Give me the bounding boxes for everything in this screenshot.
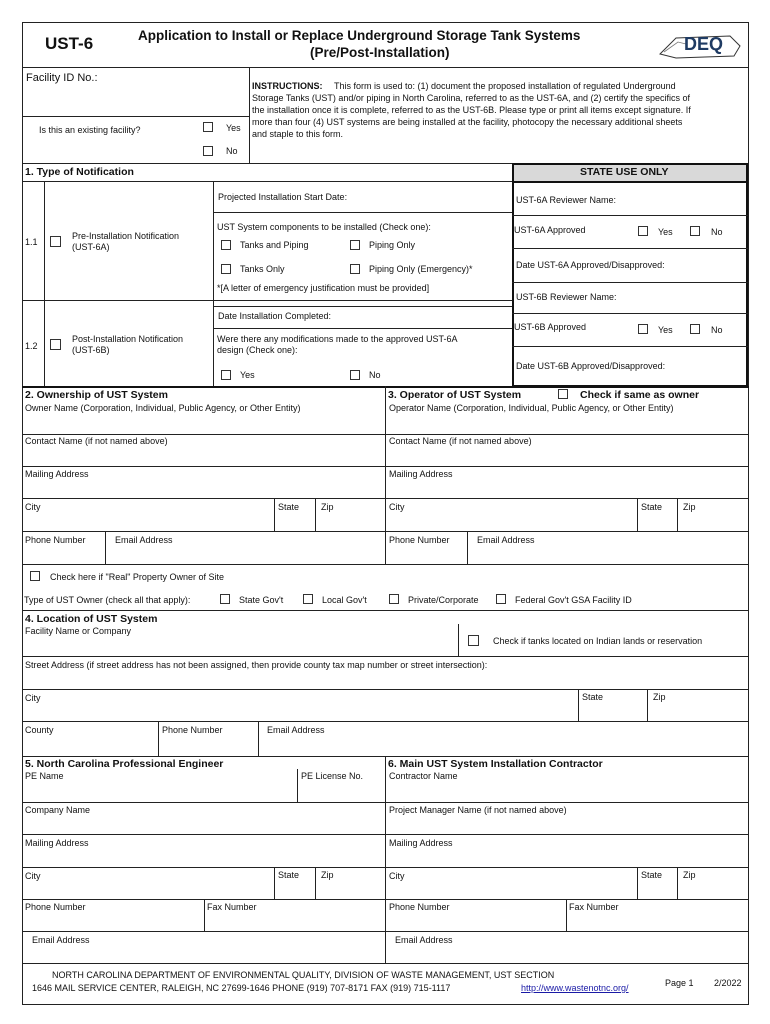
divider — [22, 181, 512, 182]
divider — [22, 802, 749, 803]
divider — [22, 67, 749, 68]
divider — [647, 689, 648, 721]
owner-city-label: City — [25, 502, 41, 512]
su-6a-reviewer-label: UST-6A Reviewer Name: — [516, 195, 617, 205]
operator-city-label: City — [389, 502, 405, 512]
contractor-phone-label: Phone Number — [389, 902, 450, 912]
divider — [512, 248, 748, 249]
su-yes-label: Yes — [658, 325, 673, 335]
divider — [274, 867, 275, 899]
su-6b-reviewer-label: UST-6B Reviewer Name: — [516, 292, 617, 302]
divider — [22, 656, 749, 657]
divider — [204, 899, 205, 931]
instructions-line: This form is used to: (1) document the proposed installation of regulated Underground — [334, 81, 676, 91]
divider — [677, 498, 678, 531]
operator-email-label: Email Address — [477, 535, 535, 545]
owner-contact-label: Contact Name (if not named above) — [25, 436, 168, 446]
pre-install-label-line2: (UST-6A) — [72, 242, 110, 252]
divider — [458, 624, 459, 656]
divider — [637, 498, 638, 531]
divider — [22, 116, 249, 117]
section-5-title: 5. North Carolina Professional Engineer — [25, 758, 224, 770]
footer-line2: 1646 MAIL SERVICE CENTER, RALEIGH, NC 27699-1646 PHONE (919) 707-8171 FAX (919) 715-1117 — [32, 983, 451, 993]
pe-mailing-label: Mailing Address — [25, 838, 89, 848]
pe-zip-label: Zip — [321, 870, 334, 880]
divider — [22, 899, 749, 900]
pe-phone-label: Phone Number — [25, 902, 86, 912]
su-6b-date-label: Date UST-6B Approved/Disapproved: — [516, 361, 666, 371]
proj-start-label: Projected Installation Start Date: — [218, 192, 348, 202]
divider — [512, 282, 748, 283]
divider — [22, 867, 749, 868]
divider — [637, 867, 638, 899]
instructions-line: the installation once it is complete, referred to as the UST-6B. Please type or print all items except signature. If — [252, 105, 691, 115]
instructions-line: more than four (4) UST systems are being installed at the facility, photocopy the necessary additional sheets — [252, 117, 683, 127]
owner-phone-label: Phone Number — [25, 535, 86, 545]
section-3-title: 3. Operator of UST System — [388, 389, 522, 401]
divider — [22, 564, 749, 565]
owner-name-label: Owner Name (Corporation, Individual, Public Agency, or Other Entity) — [25, 403, 301, 413]
owner-type-federal-checkbox[interactable] — [496, 594, 506, 604]
divider — [22, 721, 749, 722]
form-title-line2: (Pre/Post-Installation) — [310, 45, 450, 60]
divider — [512, 346, 748, 347]
divider — [213, 212, 512, 213]
divider — [512, 215, 748, 216]
pe-name-label: PE Name — [25, 771, 64, 781]
emergency-note: *[A letter of emergency justification must be provided] — [217, 283, 430, 293]
pe-fax-label: Fax Number — [207, 902, 257, 912]
divider — [22, 689, 749, 690]
modifications-no-label: No — [369, 370, 381, 380]
section-1-title: 1. Type of Notification — [25, 166, 134, 178]
su-6a-no-checkbox[interactable] — [690, 226, 700, 236]
operator-zip-label: Zip — [683, 502, 696, 512]
operator-state-label: State — [641, 502, 663, 512]
operator-mailing-label: Mailing Address — [389, 469, 453, 479]
date-completed-label: Date Installation Completed: — [218, 311, 332, 321]
facility-id-label: Facility ID No.: — [26, 72, 98, 84]
section-2-title: 2. Ownership of UST System — [25, 389, 168, 401]
owner-type-state-checkbox[interactable] — [220, 594, 230, 604]
instructions-line: and staple to this form. — [252, 129, 344, 139]
divider — [578, 689, 579, 721]
contractor-mailing-label: Mailing Address — [389, 838, 453, 848]
divider — [315, 867, 316, 899]
owner-email-label: Email Address — [115, 535, 173, 545]
su-6b-no-checkbox[interactable] — [690, 324, 700, 334]
pre-install-checkbox[interactable] — [50, 236, 61, 247]
divider — [258, 721, 259, 756]
divider — [274, 498, 275, 531]
divider — [22, 531, 749, 532]
operator-contact-label: Contact Name (if not named above) — [389, 436, 532, 446]
divider — [512, 313, 748, 314]
su-6b-approved-label: UST-6B Approved — [514, 322, 587, 332]
contractor-name-label: Contractor Name — [389, 771, 458, 781]
su-yes-label: Yes — [658, 227, 673, 237]
state-use-title: STATE USE ONLY — [580, 166, 669, 178]
divider — [566, 899, 567, 931]
form-title-line1: Application to Install or Replace Underground Storage Tank Systems — [138, 28, 581, 43]
contractor-state-label: State — [641, 870, 663, 880]
modifications-line2: design (Check one): — [217, 345, 298, 355]
modifications-yes-checkbox[interactable] — [221, 370, 231, 380]
pre-install-label-line1: Pre-Installation Notification — [72, 231, 180, 241]
owner-type-local-label: Local Gov't — [322, 595, 367, 605]
existing-yes-checkbox[interactable] — [203, 122, 213, 132]
owner-zip-label: Zip — [321, 502, 334, 512]
project-manager-label: Project Manager Name (if not named above) — [389, 805, 567, 815]
divider — [22, 610, 749, 611]
owner-type-state-label: State Gov't — [239, 595, 284, 605]
operator-name-label: Operator Name (Corporation, Individual, Public Agency, or Other Entity) — [389, 403, 674, 413]
divider — [22, 434, 749, 435]
tanks-only-label: Tanks Only — [240, 264, 285, 274]
location-email-label: Email Address — [267, 725, 325, 735]
existing-no-checkbox[interactable] — [203, 146, 213, 156]
section-4-title: 4. Location of UST System — [25, 613, 158, 625]
existing-no-label: No — [226, 146, 238, 156]
location-state-label: State — [582, 692, 604, 702]
divider — [249, 67, 250, 163]
revision-date: 2/2022 — [714, 978, 742, 988]
footer-line1: NORTH CAROLINA DEPARTMENT OF ENVIRONMENTAL QUALITY, DIVISION OF WASTE MANAGEMENT, UST SECTION — [52, 970, 555, 980]
divider — [385, 386, 386, 564]
tanks-and-piping-label: Tanks and Piping — [240, 240, 309, 250]
owner-type-label: Type of UST Owner (check all that apply): — [24, 595, 191, 605]
divider — [22, 963, 749, 964]
existing-facility-label: Is this an existing facility? — [39, 125, 141, 135]
divider — [22, 466, 749, 467]
modifications-line1: Were there any modifications made to the approved UST-6A — [217, 334, 458, 344]
indian-lands-checkbox[interactable] — [468, 635, 479, 646]
modifications-no-checkbox[interactable] — [350, 370, 360, 380]
post-install-label-line1: Post-Installation Notification — [72, 334, 184, 344]
footer-link[interactable]: http://www.wastenotnc.org/ — [521, 983, 629, 993]
divider — [315, 498, 316, 531]
deq-logo-text: DEQ — [684, 34, 724, 54]
real-property-owner-label: Check here if "Real" Property Owner of Site — [50, 572, 224, 582]
instructions-line: Storage Tanks (UST) and/or piping in North Carolina, referred to as the UST-6A, and (2) certify the specifics of — [252, 93, 691, 103]
same-as-owner-checkbox[interactable] — [558, 389, 568, 399]
tanks-and-piping-checkbox[interactable] — [221, 240, 231, 250]
owner-type-federal-label: Federal Gov't GSA Facility ID — [515, 595, 632, 605]
contractor-zip-label: Zip — [683, 870, 696, 880]
su-6b-yes-checkbox[interactable] — [638, 324, 648, 334]
contractor-email-label: Email Address — [395, 935, 453, 945]
owner-type-private-label: Private/Corporate — [408, 595, 479, 605]
divider — [467, 531, 468, 564]
piping-emergency-checkbox[interactable] — [350, 264, 360, 274]
state-use-box — [512, 182, 748, 387]
pe-company-label: Company Name — [25, 805, 91, 815]
divider — [213, 328, 512, 329]
location-phone-label: Phone Number — [162, 725, 223, 735]
piping-only-label: Piping Only — [369, 240, 416, 250]
piping-emergency-label: Piping Only (Emergency)* — [369, 264, 473, 274]
deq-logo — [656, 28, 744, 64]
divider — [677, 867, 678, 899]
form-id: UST-6 — [45, 34, 94, 53]
contractor-fax-label: Fax Number — [569, 902, 619, 912]
owner-type-local-checkbox[interactable] — [303, 594, 313, 604]
divider — [105, 531, 106, 564]
divider — [22, 931, 749, 932]
section-6-title: 6. Main UST System Installation Contractor — [388, 758, 603, 770]
indian-lands-label: Check if tanks located on Indian lands or reservation — [493, 636, 703, 646]
location-city-label: City — [25, 693, 41, 703]
modifications-yes-label: Yes — [240, 370, 255, 380]
tanks-only-checkbox[interactable] — [221, 264, 231, 274]
instructions-heading: INSTRUCTIONS: — [252, 81, 323, 91]
divider — [22, 834, 749, 835]
piping-only-checkbox[interactable] — [350, 240, 360, 250]
operator-phone-label: Phone Number — [389, 535, 450, 545]
item-1-1-number: 1.1 — [25, 237, 38, 247]
existing-yes-label: Yes — [226, 123, 241, 133]
divider — [44, 181, 45, 386]
item-1-2-number: 1.2 — [25, 341, 38, 351]
same-as-owner-label: Check if same as owner — [580, 389, 700, 401]
su-no-label: No — [711, 325, 723, 335]
owner-state-label: State — [278, 502, 300, 512]
divider — [22, 300, 512, 301]
pe-email-label: Email Address — [32, 935, 90, 945]
divider — [22, 498, 749, 499]
owner-type-private-checkbox[interactable] — [389, 594, 399, 604]
pe-state-label: State — [278, 870, 300, 880]
street-address-label: Street Address (if street address has not been assigned, then provide county tax map number or street intersection): — [25, 660, 488, 670]
page-number: Page 1 — [665, 978, 694, 988]
su-6a-date-label: Date UST-6A Approved/Disapproved: — [516, 260, 665, 270]
su-6a-approved-label: UST-6A Approved — [514, 225, 586, 235]
components-label: UST System components to be installed (Check one): — [217, 222, 431, 232]
contractor-city-label: City — [389, 871, 405, 881]
divider — [158, 721, 159, 756]
real-property-owner-checkbox[interactable] — [30, 571, 40, 581]
su-6a-yes-checkbox[interactable] — [638, 226, 648, 236]
owner-mailing-label: Mailing Address — [25, 469, 89, 479]
facility-name-label: Facility Name or Company — [25, 626, 132, 636]
post-install-checkbox[interactable] — [50, 339, 61, 350]
su-no-label: No — [711, 227, 723, 237]
location-county-label: County — [25, 725, 54, 735]
divider — [213, 306, 512, 307]
divider — [297, 769, 298, 802]
post-install-label-line2: (UST-6B) — [72, 345, 110, 355]
pe-license-label: PE License No. — [301, 771, 364, 781]
location-zip-label: Zip — [653, 692, 666, 702]
pe-city-label: City — [25, 871, 41, 881]
